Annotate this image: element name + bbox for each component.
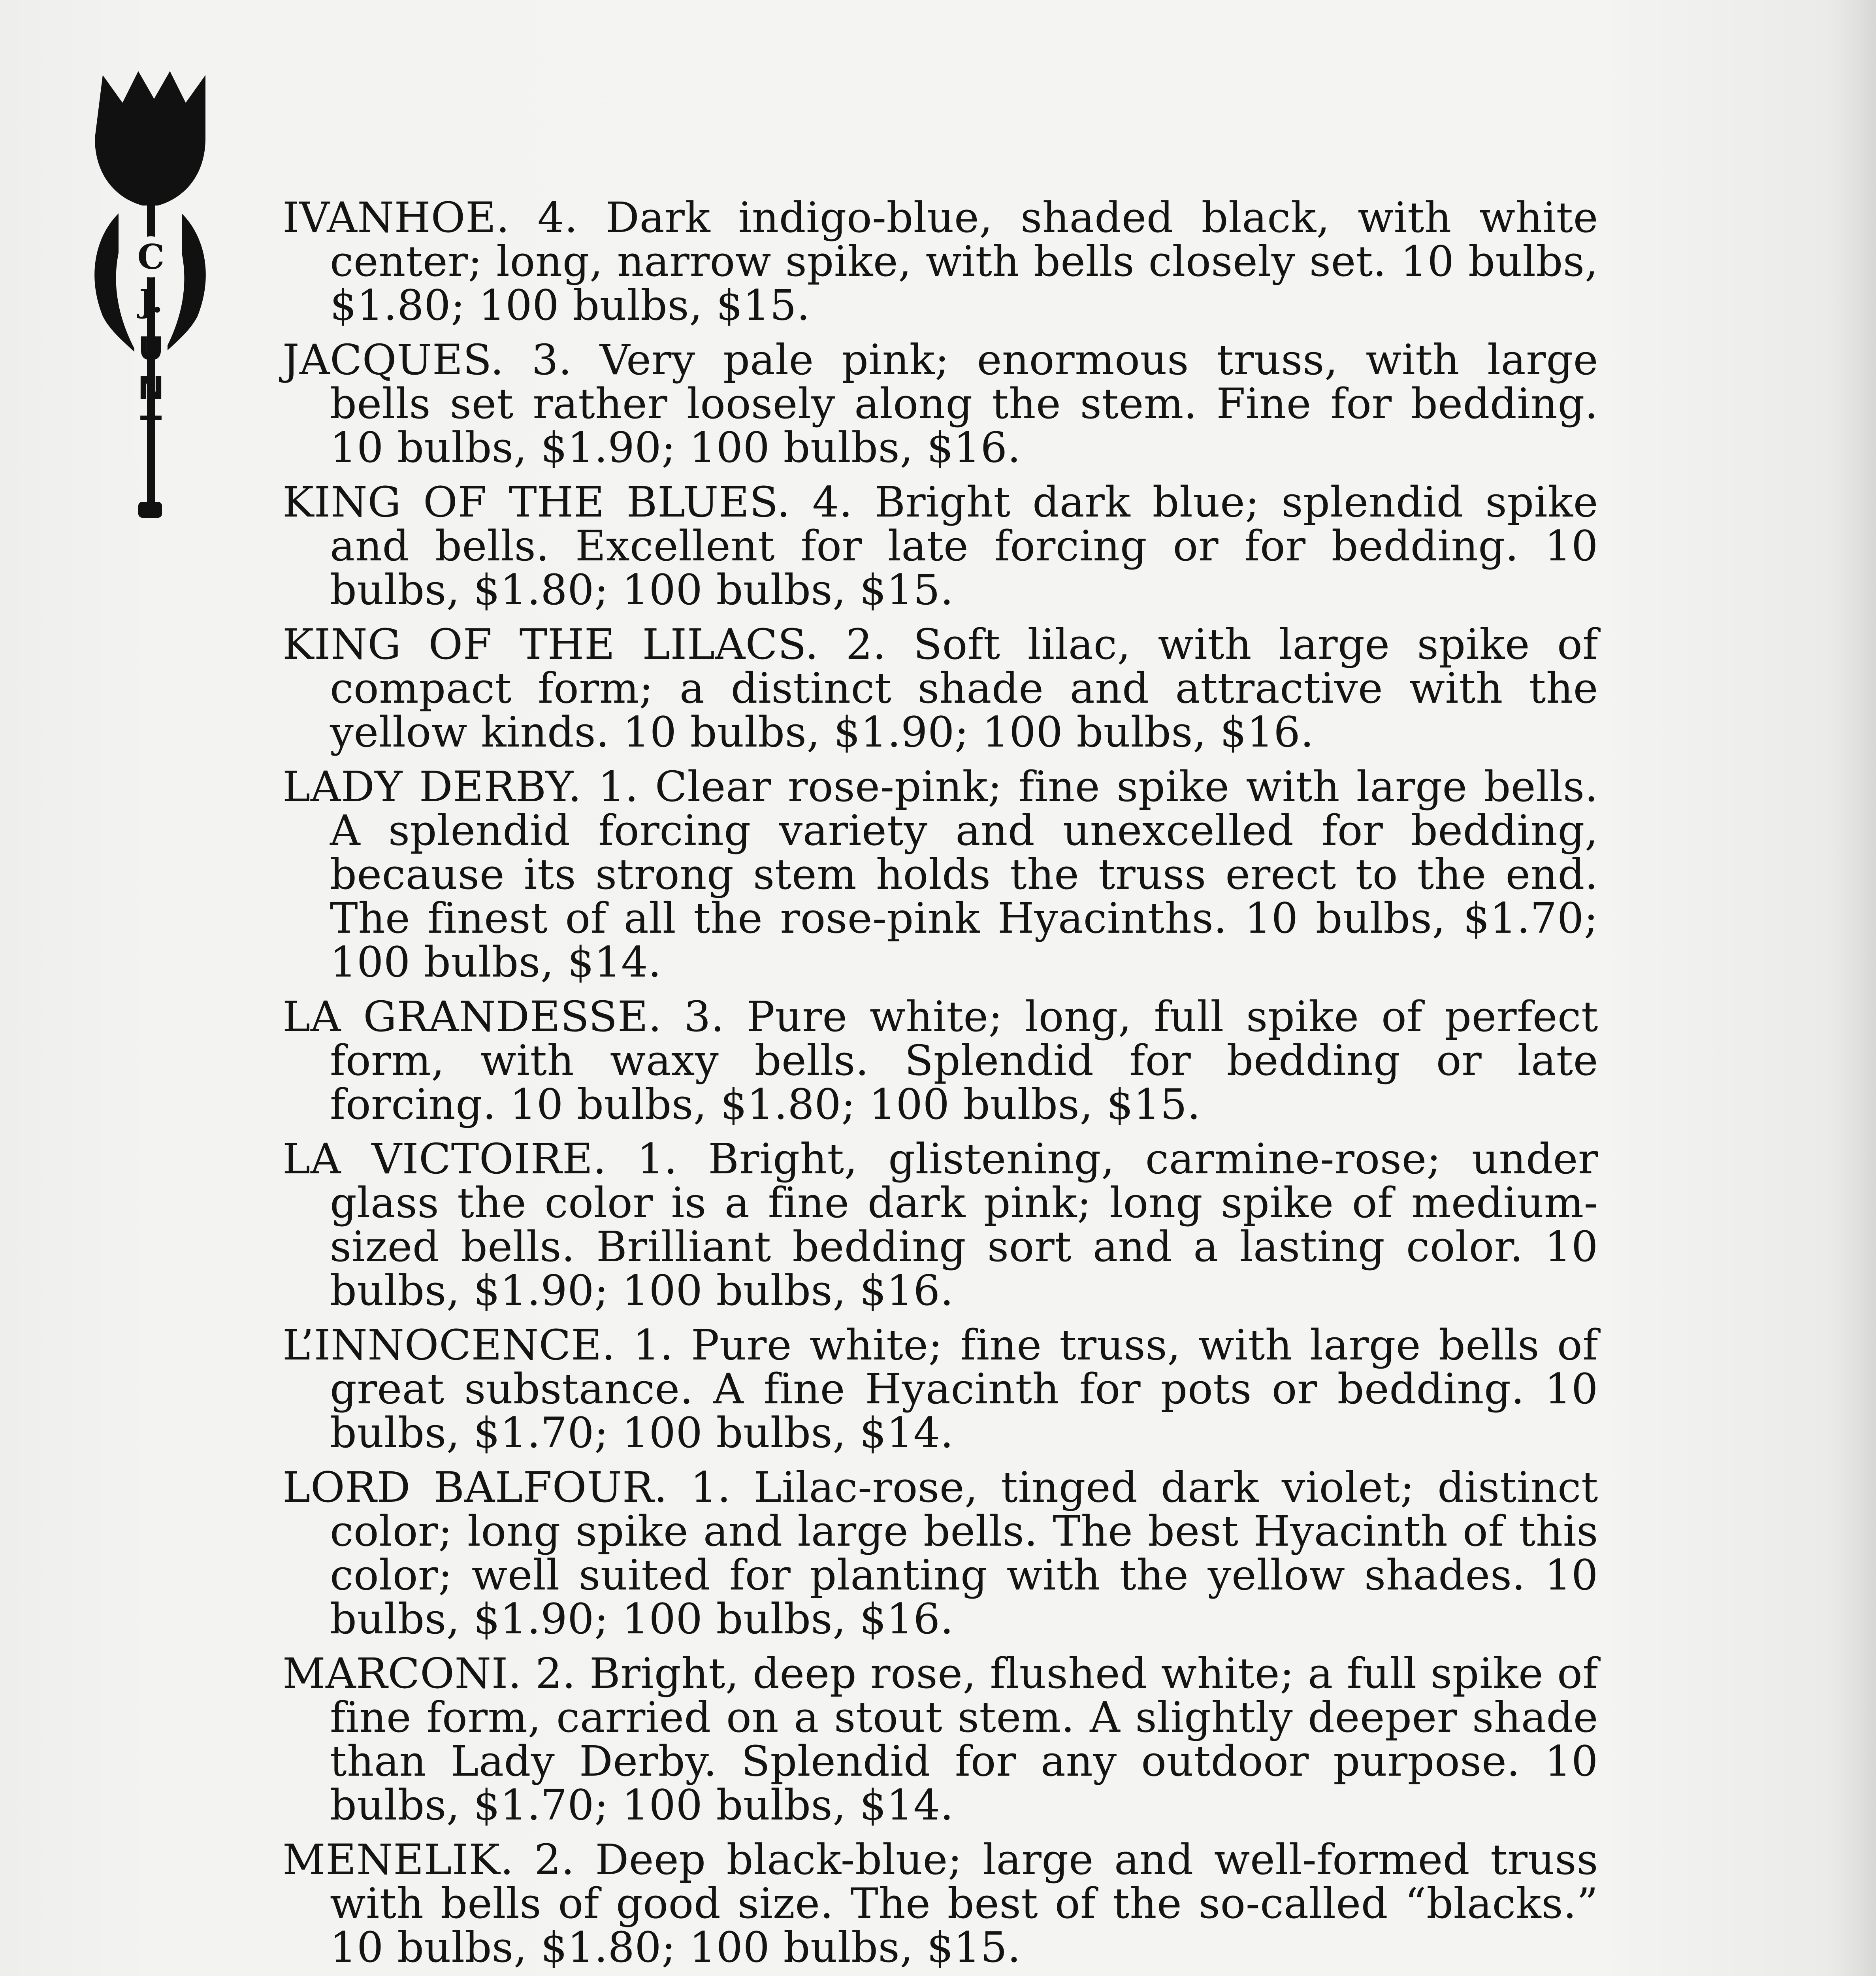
svg-text:C: C bbox=[137, 237, 165, 277]
svg-text:T: T bbox=[140, 409, 162, 446]
list-item: KING OF THE BLUES. 4. Bright dark blue; splendid spike and bells. Excellent for late forcing or for bedding. 10 bulbs, $1.80; 100 bulbs, $15. bbox=[283, 478, 1598, 614]
list-item: LA GRANDESSE. 3. Pure white; long, full spike of perfect form, with waxy bells. Splendid for bedding or late forcing. 10 bulbs, $1.80; 100 bulbs, $15. bbox=[283, 992, 1598, 1129]
list-item: MENELIK. 2. Deep black-blue; large and well-formed truss with bells of good size. The best of the so-called “blacks.” 10 bulbs, $1.80; 100 bulbs, $15. bbox=[283, 1835, 1598, 1972]
svg-text:U: U bbox=[138, 330, 164, 367]
list-item: LORD BALFOUR. 1. Lilac-rose, tinged dark violet; distinct color; long spike and large bells. The best Hyacinth of this color; well suited for planting with the yellow shades. 10 bulbs, $1.90; 100 bulbs, $16. bbox=[283, 1463, 1598, 1643]
hyacinth-list bbox=[283, 193, 1598, 1976]
list-item: JACQUES. 3. Very pale pink; enormous truss, with large bells set rather loosely along the stem. Fine for bedding. 10 bulbs, $1.90; 100 bulbs, $16. bbox=[283, 336, 1598, 472]
list-item: L’INNOCENCE. 1. Pure white; fine truss, with large bells of great substance. A fine Hyacinth for pots or bedding. 10 bulbs, $1.70; 100 bulbs, $14. bbox=[283, 1321, 1598, 1457]
page-edge-shadow bbox=[1829, 0, 1876, 1976]
list-item: LADY DERBY. 1. Clear rose-pink; fine spike with large bells. A splendid forcing variety and unexcelled for bedding, because its strong stem holds the truss erect to the end. The finest of all the rose-pink Hyacinths. 10 bulbs, $1.70; 100 bulbs, $14. bbox=[283, 762, 1598, 986]
list-item: IVANHOE. 4. Dark indigo-blue, shaded black, with white center; long, narrow spike, with bells closely set. 10 bulbs, $1.80; 100 bulbs, $15. bbox=[283, 193, 1598, 330]
list-item: KING OF THE LILACS. 2. Soft lilac, with large spike of compact form; a distinct shade and attractive with the yellow kinds. 10 bulbs, $1.90; 100 bulbs, $16. bbox=[283, 620, 1598, 756]
svg-text:N: N bbox=[137, 370, 164, 407]
svg-text:J.: J. bbox=[139, 283, 163, 320]
list-item: MARCONI. 2. Bright, deep rose, flushed white; a full spike of fine form, carried on a stout stem. A slightly deeper shade than Lady Derby. Splendid for any outdoor purpose. 10 bulbs, $1.70; 100 bulbs, $14. bbox=[283, 1649, 1598, 1829]
tulip-monogram-icon bbox=[79, 71, 221, 522]
list-item: LA VICTOIRE. 1. Bright, glistening, carmine-rose; under glass the color is a fine dark pink; long spike of medium-sized bells. Brilliant bedding sort and a lasting color. 10 bulbs, $1.90; 100 bulbs, $16. bbox=[283, 1135, 1598, 1315]
